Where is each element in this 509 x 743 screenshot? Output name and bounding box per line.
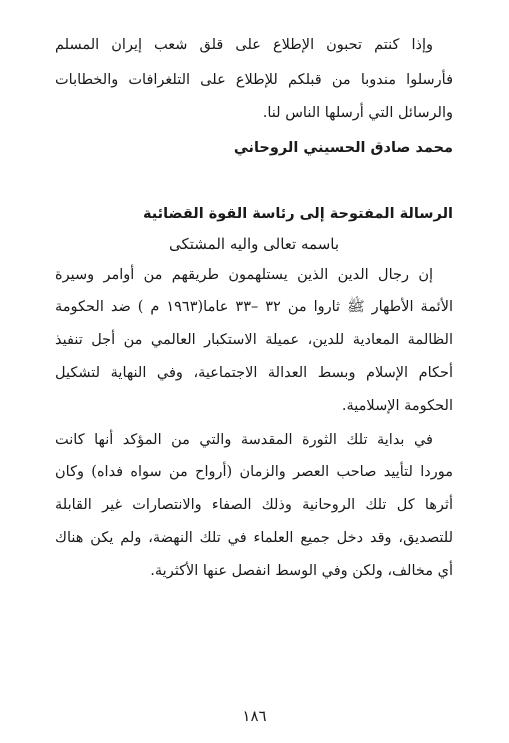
page-number: ١٨٦ bbox=[242, 707, 267, 725]
paragraph1-line-5: الحكومة الإسلامية. bbox=[341, 398, 453, 414]
paragraph2-line-4: للتصديق، وقد دخل جميع العلماء في تلك النهضة، ولم يكن هناك bbox=[55, 530, 453, 546]
paragraph1-line-1: إن رجال الدين الذين يستلهمون طريقهم من أوامر وسيرة bbox=[55, 267, 433, 283]
paragraph1-line-3: الظالمة المعادية للدين، عميلة الاستكبار العالمي من أجل تنفيذ bbox=[55, 332, 453, 348]
paragraph2-line-5: أي مخالف، ولكن وفي الوسط انفصل عنها الأكثرية. bbox=[150, 563, 453, 579]
paragraph1-line-2: الأئمة الأطهار ﷺ ثاروا من ٣٢ –٣٣ عاما(١٩٦٣ م ) ضد الحكومة bbox=[55, 299, 454, 315]
intro-line-3: والرسائل التي أرسلها الناس لنا. bbox=[262, 105, 453, 121]
paragraph1-line-4: أحكام الإسلام وبسط العدالة الاجتماعية، وفي النهاية لتشكيل bbox=[55, 365, 453, 381]
intro-line-2: فأرسلوا مندوبا من قبلكم للإطلاع على التلغرافات والخطابات bbox=[55, 72, 453, 88]
paragraph2-line-3: أثرها كل تلك الروحانية وذلك الصفاء والانتصارات غير القابلة bbox=[55, 497, 453, 513]
letter-invocation: باسمه تعالى واليه المشتكى bbox=[168, 235, 340, 253]
intro-line-1: وإذا كنتم تحبون الإطلاع على قلق شعب إيران المسلم bbox=[55, 37, 433, 53]
paragraph2-line-1: في بداية تلك الثورة المقدسة والتي من المؤكد أنها كانت bbox=[55, 432, 433, 448]
signature: محمد صادق الحسيني الروحاني bbox=[233, 140, 453, 156]
letter-title: الرسالة المفتوحة إلى رئاسة القوة القضائية bbox=[142, 206, 453, 222]
paragraph2-line-2: موردا لتأييد صاحب العصر والزمان (أرواح من سواه فداه) وكان bbox=[55, 464, 453, 480]
